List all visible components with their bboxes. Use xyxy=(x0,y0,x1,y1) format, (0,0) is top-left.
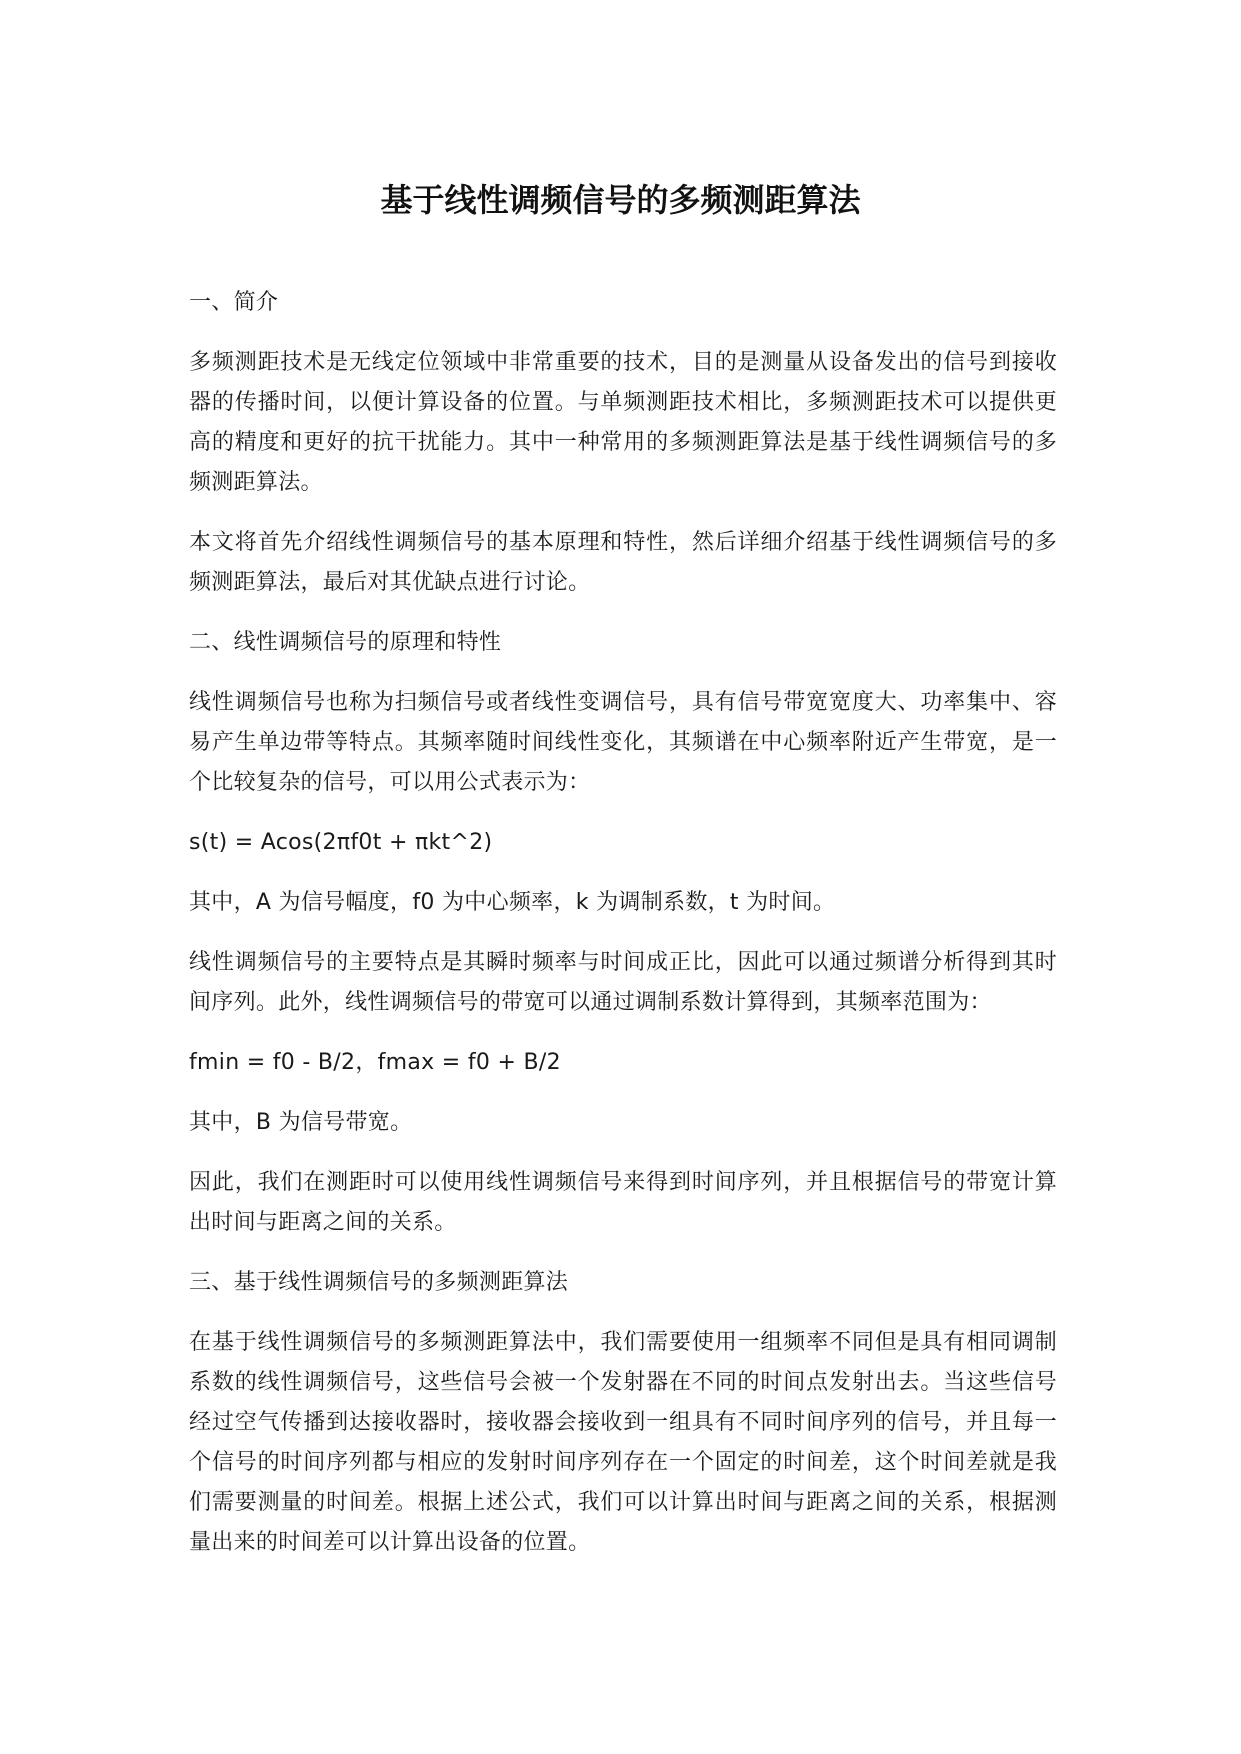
paragraph: 线性调频信号也称为扫频信号或者线性变调信号，具有信号带宽宽度大、功率集中、容易产生单边带等特点。其频率随时间线性变化，其频谱在中心频率附近产生带宽，是一个比较复杂的信号，可以用公式表示为： xyxy=(189,690,1057,795)
section-heading-principle: 二、线性调频信号的原理和特性 xyxy=(189,630,502,655)
document-title: 基于线性调频信号的多频测距算法 xyxy=(380,181,861,219)
paragraph: 其中，B 为信号带宽。 xyxy=(189,1110,413,1135)
paragraph: 多频测距技术是无线定位领域中非常重要的技术，目的是测量从设备发出的信号到接收器的传播时间，以便计算设备的位置。与单频测距技术相比，多频测距技术可以提供更高的精度和更好的抗干扰能力。其中一种常用的多频测距算法是基于线性调频信号的多频测距算法。 xyxy=(189,350,1057,495)
document-body xyxy=(189,283,1057,1583)
formula-frequency-range: fmin = f0 - B/2，fmax = f0 + B/2 xyxy=(189,1050,561,1075)
section-heading-intro: 一、简介 xyxy=(189,290,279,315)
section-heading-algorithm: 三、基于线性调频信号的多频测距算法 xyxy=(189,1270,569,1295)
paragraph: 因此，我们在测距时可以使用线性调频信号来得到时间序列，并且根据信号的带宽计算出时间与距离之间的关系。 xyxy=(189,1170,1057,1235)
paragraph: 线性调频信号的主要特点是其瞬时频率与时间成正比，因此可以通过频谱分析得到其时间序列。此外，线性调频信号的带宽可以通过调制系数计算得到，其频率范围为： xyxy=(189,950,1057,1015)
formula-signal: s(t) = Acos(2πf0t + πkt^2) xyxy=(189,830,493,855)
paragraph: 本文将首先介绍线性调频信号的基本原理和特性，然后详细介绍基于线性调频信号的多频测距算法，最后对其优缺点进行讨论。 xyxy=(189,530,1057,595)
paragraph: 在基于线性调频信号的多频测距算法中，我们需要使用一组频率不同但是具有相同调制系数的线性调频信号，这些信号会被一个发射器在不同的时间点发射出去。当这些信号经过空气传播到达接收器时，接收器会接收到一组具有不同时间序列的信号，并且每一个信号的时间序列都与相应的发射时间序列存在一个固定的时间差，这个时间差就是我们需要测量的时间差。根据上述公式，我们可以计算出时间与距离之间的关系，根据测量出来的时间差可以计算出设备的位置。 xyxy=(189,1330,1057,1555)
paragraph: 其中，A 为信号幅度，f0 为中心频率，k 为调制系数，t 为时间。 xyxy=(189,890,836,915)
